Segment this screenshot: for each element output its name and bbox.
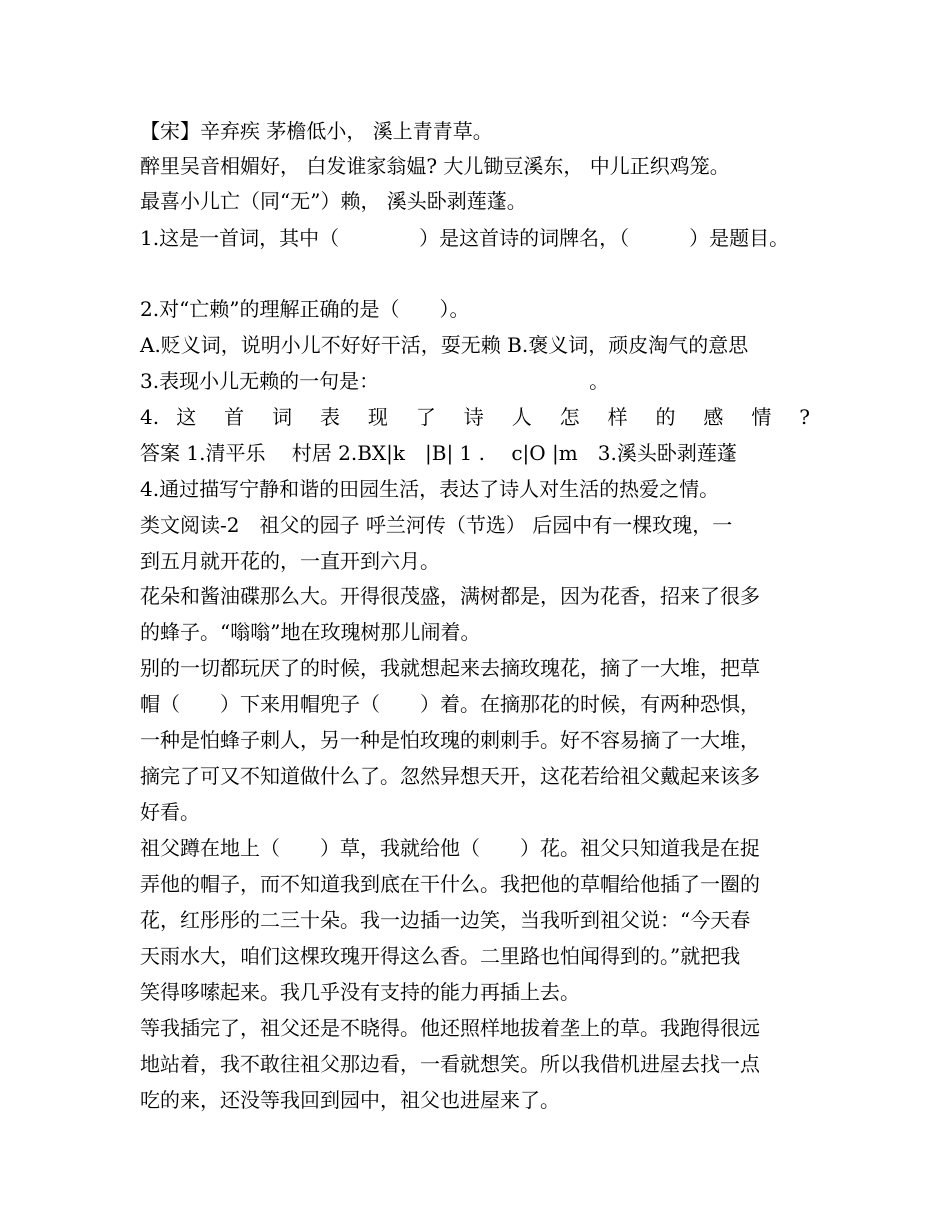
poem-line-3: 最喜小儿亡（同“无”）赖， 溪头卧剥莲蓬。 [140,189,527,213]
paragraph-line: 摘完了可又不知道做什么了。忽然异想天开，这花若给祖父戴起来该多 [140,764,760,788]
paragraph-line: 弄他的帽子，而不知道我到底在干什么。我把他的草帽给他插了一圈的 [140,872,760,896]
reading-title-line: 类文阅读-2 祖父的园子 呼兰河传（节选） 后园中有一棵玫瑰，一 [140,513,733,537]
paragraph-line: 等我插完了，祖父还是不晓得。他还照样地拔着垄上的草。我跑得很远 [140,1016,760,1040]
poem-line-2: 醉里吴音相媚好， 白发谁家翁媪? 大儿锄豆溪东， 中儿正织鸡笼。 [140,154,730,178]
paragraph-line: 帽（ ）下来用帽兜子（ ）着。在摘那花的时候，有两种恐惧， [140,692,760,716]
paragraph-line: 花，红彤彤的二三十朵。我一边插一边笑，当我听到祖父说：“今天春 [140,908,751,932]
answer-line-2: 4.通过描写宁静和谐的田园生活，表达了诗人对生活的热爱之情。 [140,477,720,501]
answer-line: 答案 1.清平乐 村居 2.BX|k |B| 1 . c|O |m 3.溪头卧剥莲蓬 [140,441,737,465]
paragraph-line: 好看。 [140,800,200,824]
question-1: 1.这是一首词，其中（ ）是这首诗的词牌名，（ ）是题目。 [140,226,790,250]
paragraph-line: 祖父蹲在地上（ ）草，我就给他（ ）花。祖父只知道我是在捉 [140,836,760,860]
question-3: 3.表现小儿无赖的一句是： 。 [140,369,610,393]
paragraph-line: 的蜂子。“嗡嗡”地在玫瑰树那儿闹着。 [140,620,481,644]
paragraph-line: 吃的来，还没等我回到园中，祖父也进屋来了。 [140,1088,560,1112]
poem-author-line: 【宋】辛弃疾 茅檐低小， 溪上青青草。 [140,119,493,143]
question-2: 2.对“亡赖”的理解正确的是（ ）。 [140,297,470,321]
paragraph-line: 天雨水大，咱们这棵玫瑰开得这么香。二里路也怕闻得到的。”就把我 [140,944,741,968]
question-2-options: A.贬义词，说明小儿不好好干活，耍无赖 B.褒义词，顽皮淘气的意思 [140,333,749,357]
paragraph-line: 地站着，我不敢往祖父那边看，一看就想笑。所以我借机进屋去找一点 [140,1052,760,1076]
paragraph-line: 别的一切都玩厌了的时候，我就想起来去摘玫瑰花，摘了一大堆，把草 [140,656,760,680]
question-4: 4. 这 首 词 表 现 了 诗 人 怎 样 的 感 情 ? [140,405,810,429]
paragraph-line: 花朵和酱油碟那么大。开得很茂盛，满树都是，因为花香，招来了很多 [140,584,760,608]
paragraph-line: 到五月就开花的，一直开到六月。 [140,549,440,573]
paragraph-line: 笑得哆嗦起来。我几乎没有支持的能力再插上去。 [140,980,580,1004]
paragraph-line: 一种是怕蜂子刺人，另一种是怕玫瑰的刺刺手。好不容易摘了一大堆， [140,728,760,752]
